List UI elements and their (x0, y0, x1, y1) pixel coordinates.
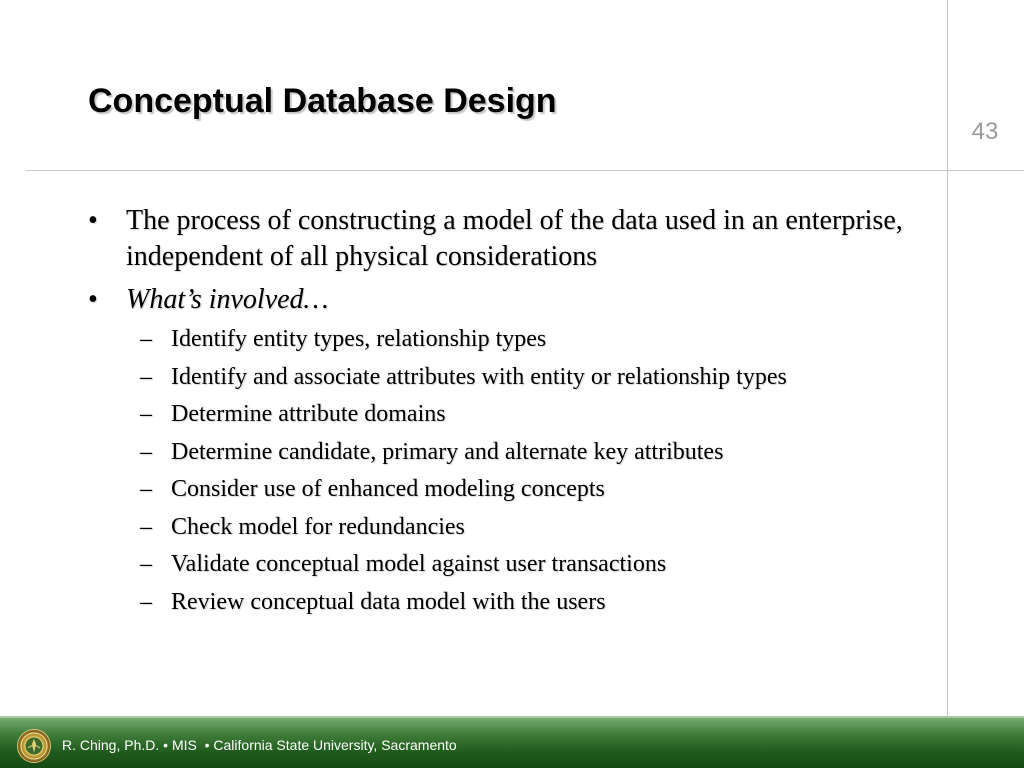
horizontal-divider (26, 170, 1024, 171)
sub-bullet-text: Review conceptual data model with the users (171, 588, 606, 615)
sub-bullet-item (88, 475, 938, 504)
dash-marker: – (140, 363, 152, 390)
bullet-text: The process of constructing a model of the data used in an enterprise, independent of all physical considerations (126, 205, 903, 272)
dash-marker: – (140, 438, 152, 465)
slide-content (88, 203, 938, 625)
sub-bullet-list (88, 325, 938, 617)
dash-marker: – (140, 551, 152, 577)
sub-bullet-item (88, 513, 938, 542)
seal-graphic (18, 730, 50, 762)
university-seal-icon (17, 729, 51, 763)
sub-bullet-item (88, 550, 938, 579)
sub-bullet-text: Validate conceptual model against user transactions (171, 551, 667, 577)
sub-bullet-item (88, 400, 938, 429)
dash-marker: – (140, 476, 152, 502)
bullet-marker: • (88, 205, 98, 236)
slide-title: Conceptual Database Design (88, 82, 557, 120)
dash-marker: – (140, 588, 152, 615)
sub-bullet-item (88, 438, 938, 467)
bullet-text: What’s involved… (126, 284, 329, 315)
sub-bullet-text: Identify and associate attributes with entity or relationship types (171, 363, 787, 390)
sub-bullet-text: Consider use of enhanced modeling concepts (171, 476, 605, 502)
vertical-divider (947, 0, 948, 768)
dash-marker: – (140, 326, 152, 352)
sub-bullet-item (88, 363, 938, 392)
bullet-item (88, 282, 938, 318)
dash-marker: – (140, 513, 152, 540)
footer-top-line (0, 716, 1024, 718)
sub-bullet-text: Check model for redundancies (171, 513, 465, 540)
sub-bullet-item (88, 325, 938, 354)
page-number: 43 (971, 118, 999, 145)
footer-text: R. Ching, Ph.D. • MIS • California State University, Sacramento (62, 737, 457, 753)
bullet-marker: • (88, 284, 98, 315)
sub-bullet-item (88, 588, 938, 617)
sub-bullet-text: Identify entity types, relationship types (171, 326, 547, 352)
sub-bullet-text: Determine candidate, primary and alternate key attributes (171, 438, 724, 465)
bullet-item (88, 203, 938, 275)
sub-bullet-text: Determine attribute domains (171, 401, 446, 427)
dash-marker: – (140, 401, 152, 427)
